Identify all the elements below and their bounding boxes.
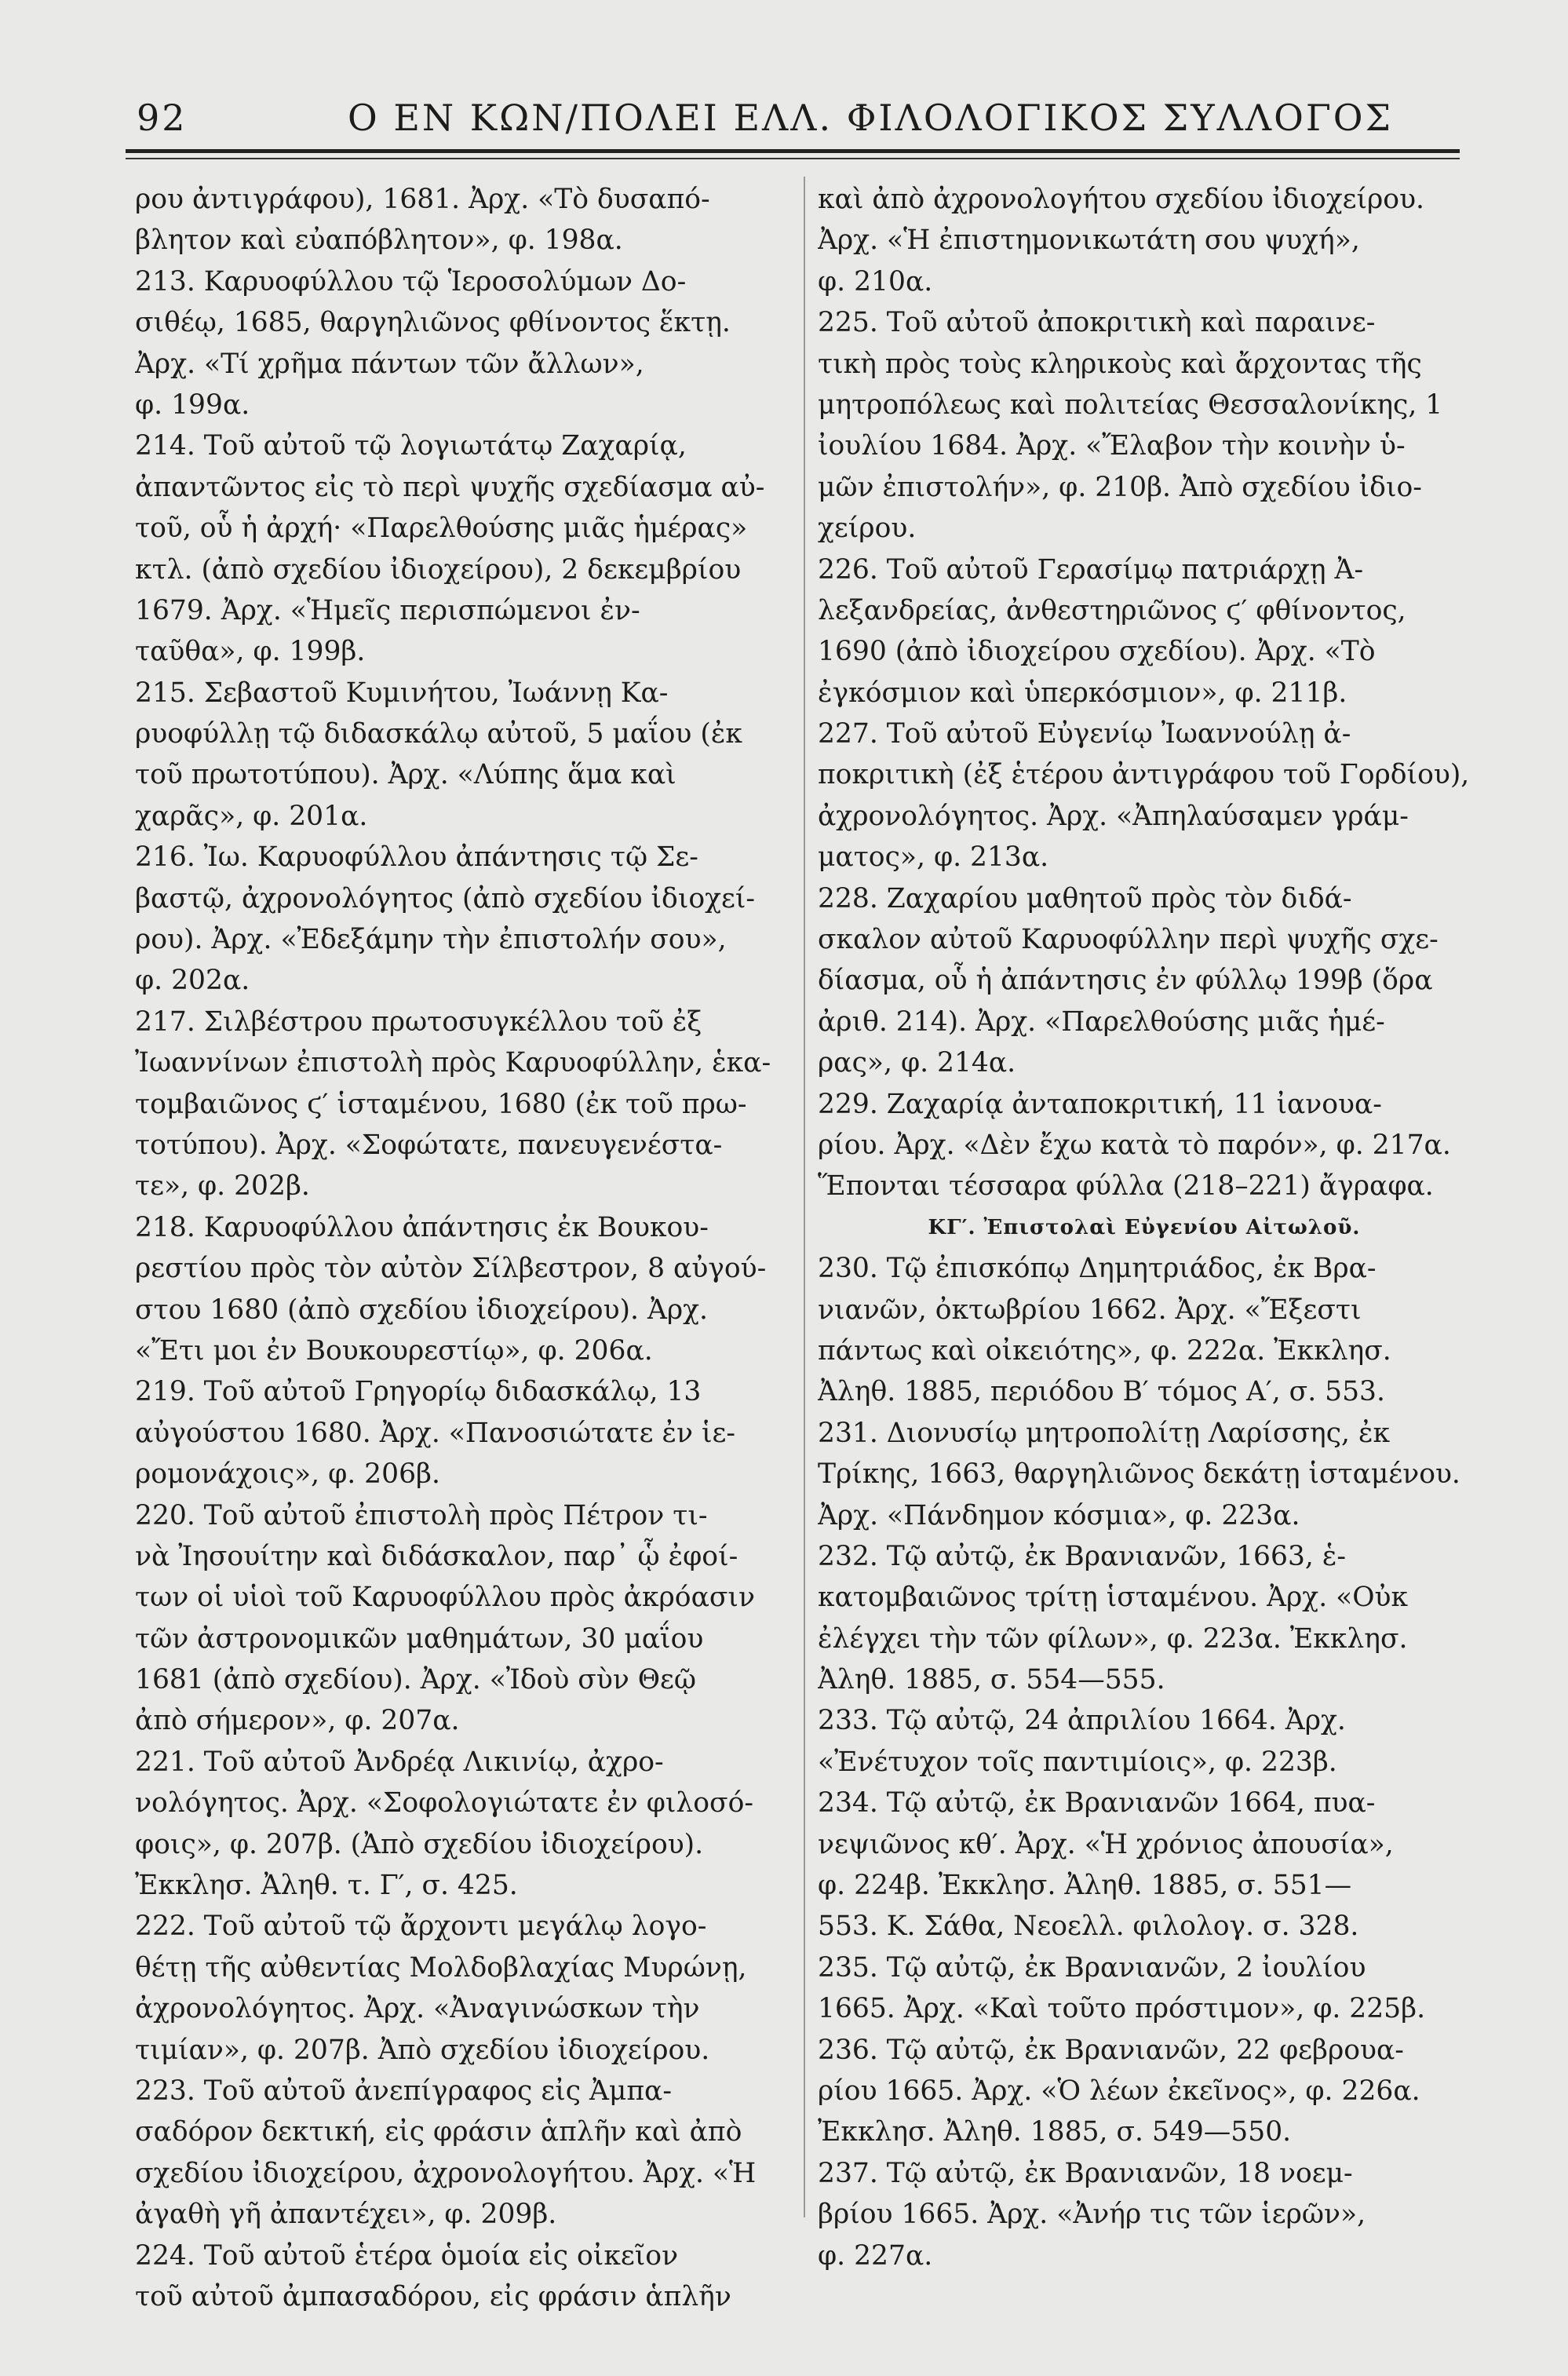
text-line: Ἰωαννίνων ἐπιστολὴ πρὸς Καρυοφύλλην, ἑκα-	[135, 1047, 771, 1079]
section-heading: ΚΓ′. Ἐπιστολαὶ Εὐγενίου Αἰτωλοῦ.	[928, 1215, 1361, 1239]
text-line: τομβαιῶνος ϛ′ ἱσταμένου, 1680 (ἐκ τοῦ πρω-	[135, 1088, 747, 1120]
text-line: ποκριτικὴ (ἐξ ἑτέρου ἀντιγράφου τοῦ Γορδίου),	[818, 759, 1470, 791]
text-line: Ἐκκλησ. Ἀληθ. τ. Γ′, σ. 425.	[135, 1870, 518, 1902]
text-line: τοῦ πρωτοτύπου). Ἀρχ. «Λύπης ἅμα καὶ	[135, 759, 676, 791]
text-line: ρου ἀντιγράφου), 1681. Ἀρχ. «Τὸ δυσαπό-	[135, 184, 710, 215]
text-line: ἀχρονολόγητος. Ἀρχ. «Ἀπηλαύσαμεν γράμ-	[818, 800, 1409, 832]
text-line: ρυοφύλλῃ τῷ διδασκάλῳ αὐτοῦ, 5 μαΐου (ἐκ	[135, 718, 742, 750]
text-line: νολόγητος. Ἀρχ. «Σοφολογιώτατε ἐν φιλοσό-	[135, 1787, 753, 1819]
text-line: τοτύπου). Ἀρχ. «Σοφώτατε, πανευγενέστα-	[135, 1129, 723, 1161]
text-line: 219. Τοῦ αὐτοῦ Γρηγορίῳ διδασκάλῳ, 13	[135, 1376, 702, 1408]
text-line: 215. Σεβαστοῦ Κυμινήτου, Ἰωάννῃ Κα-	[135, 677, 669, 709]
text-line: Τρίκης, 1663, θαργηλιῶνος δεκάτῃ ἱσταμένου.	[818, 1458, 1460, 1491]
text-line: 223. Τοῦ αὐτοῦ ἀνεπίγραφος εἰς Ἀμπα-	[135, 2075, 672, 2107]
text-line: τιμίαν», φ. 207β. Ἀπὸ σχεδίου ἰδιοχείρου.	[135, 2034, 710, 2066]
text-line: 226. Τοῦ αὐτοῦ Γερασίμῳ πατριάρχῃ Ἀ-	[818, 553, 1364, 586]
text-line: ματος», φ. 213α.	[818, 841, 1049, 874]
text-line: Ἕπονται τέσσαρα φύλλα (218–221) ἄγραφα.	[818, 1170, 1434, 1203]
text-line: των οἱ υἱοὶ τοῦ Καρυοφύλλου πρὸς ἀκρόασιν	[135, 1582, 755, 1614]
text-line: ἀγαθὴ γῆ ἀπαντέχει», φ. 209β.	[135, 2199, 557, 2231]
text-line: ρίου. Ἀρχ. «Δὲν ἔχω κατὰ τὸ παρόν», φ. 217α.	[818, 1129, 1451, 1161]
text-line: βλητον καὶ εὐαπόβλητον», φ. 198α.	[135, 224, 623, 257]
text-line: 1665. Ἀρχ. «Καὶ τοῦτο πρόστιμον», φ. 225β.	[818, 1993, 1426, 2025]
text-line: 232. Τῷ αὐτῷ, ἐκ Βρανιανῶν, 1663, ἑ-	[818, 1540, 1347, 1572]
text-line: νὰ Ἰησουίτην καὶ διδάσκαλον, παρ᾽ ᾧ ἐφοί-	[135, 1540, 738, 1572]
text-line: τικὴ πρὸς τοὺς κληρικοὺς καὶ ἄρχοντας τῆς	[818, 348, 1422, 380]
text-line: 229. Ζαχαρίᾳ ἀνταποκριτική, 11 ἰανουα-	[818, 1088, 1382, 1120]
text-line: ρομονάχοις», φ. 206β.	[135, 1458, 440, 1491]
text-line: νιανῶν, ὀκτωβρίου 1662. Ἀρχ. «Ἔξεστι	[818, 1294, 1362, 1326]
text-line: Ἀρχ. «Πάνδημον κόσμια», φ. 223α.	[818, 1499, 1300, 1531]
column-divider	[804, 177, 805, 2217]
text-line: 234. Τῷ αὐτῷ, ἐκ Βρανιανῶν 1664, πυα-	[818, 1787, 1376, 1819]
text-line: 233. Τῷ αὐτῷ, 24 ἀπριλίου 1664. Ἀρχ.	[818, 1705, 1346, 1737]
header-rule-thin	[126, 158, 1460, 159]
text-line: 553. Κ. Σάθα, Νεοελλ. φιλολογ. σ. 328.	[818, 1911, 1359, 1943]
text-line: ἀπὸ σήμερον», φ. 207α.	[135, 1705, 460, 1737]
text-line: λεξανδρείας, ἀνθεστηριῶνος ϛ′ φθίνοντος,	[818, 594, 1406, 626]
text-line: φ. 210α.	[818, 265, 933, 297]
running-head	[126, 82, 1460, 145]
text-line: δίασμα, οὗ ἡ ἀπάντησις ἐν φύλλῳ 199β (ὅρα	[818, 965, 1433, 997]
text-line: στου 1680 (ἀπὸ σχεδίου ἰδιοχείρου). Ἀρχ.	[135, 1294, 709, 1326]
text-line: ρας», φ. 214α.	[818, 1047, 1016, 1079]
text-line: φ. 199α.	[135, 389, 250, 421]
text-line: πάντως καὶ οἰκειότης», φ. 222α. Ἐκκλησ.	[818, 1334, 1391, 1367]
text-line: 216. Ἰω. Καρυοφύλλου ἀπάντησις τῷ Σε-	[135, 841, 698, 874]
text-line: μῶν ἐπιστολήν», φ. 210β. Ἀπὸ σχεδίου ἰδιο-	[818, 471, 1422, 503]
text-line: φ. 224β. Ἐκκλησ. Ἀληθ. 1885, σ. 551—	[818, 1870, 1352, 1902]
text-line: τε», φ. 202β.	[135, 1170, 310, 1203]
left-column	[135, 179, 788, 2317]
text-line: 1681 (ἀπὸ σχεδίου). Ἀρχ. «Ἰδοὺ σὺν Θεῷ	[135, 1664, 697, 1696]
text-line: φ. 202α.	[135, 965, 250, 997]
text-line: 222. Τοῦ αὐτοῦ τῷ ἄρχοντι μεγάλῳ λογο-	[135, 1911, 707, 1943]
text-line: «Ἔτι μοι ἐν Βουκουρεστίῳ», φ. 206α.	[135, 1334, 653, 1367]
text-line: σαδόρον δεκτική, εἰς φράσιν ἁπλῆν καὶ ἀπὸ	[135, 2116, 742, 2148]
text-line: 228. Ζαχαρίου μαθητοῦ πρὸς τὸν διδά-	[818, 882, 1352, 914]
text-line: φ. 227α.	[818, 2239, 933, 2272]
text-line: ρίου 1665. Ἀρχ. «Ὁ λέων ἐκεῖνος», φ. 226α.	[818, 2075, 1420, 2107]
text-line: Ἀληθ. 1885, σ. 554—555.	[818, 1664, 1165, 1696]
text-line: σχεδίου ἰδιοχείρου, ἀχρονολογήτου. Ἀρχ. «Ἡ	[135, 2157, 757, 2189]
text-line: βρίου 1665. Ἀρχ. «Ἀνήρ τις τῶν ἱερῶν»,	[818, 2199, 1366, 2231]
text-line: 236. Τῷ αὐτῷ, ἐκ Βρανιανῶν, 22 φεβρουα-	[818, 2034, 1404, 2066]
text-line: σιθέῳ, 1685, θαργηλιῶνος φθίνοντος ἕκτῃ.	[135, 307, 731, 339]
text-line: τοῦ, οὗ ἡ ἀρχή· «Παρελθούσης μιᾶς ἡμέρας»	[135, 513, 748, 545]
text-line: αὐγούστου 1680. Ἀρχ. «Πανοσιώτατε ἐν ἱε-	[135, 1417, 736, 1449]
text-line: 214. Τοῦ αὐτοῦ τῷ λογιωτάτῳ Ζαχαρίᾳ,	[135, 430, 687, 462]
text-line: βαστῷ, ἀχρονολόγητος (ἀπὸ σχεδίου ἰδιοχεί-	[135, 882, 756, 914]
text-line: ἰουλίου 1684. Ἀρχ. «Ἔλαβον τὴν κοινὴν ὑ-	[818, 430, 1406, 462]
text-line: νεψιῶνος κθ′. Ἀρχ. «Ἡ χρόνιος ἀπουσία»,	[818, 1828, 1394, 1860]
text-line: 237. Τῷ αὐτῷ, ἐκ Βρανιανῶν, 18 νοεμ-	[818, 2157, 1353, 2189]
text-line: Ἀρχ. «Τί χρῆμα πάντων τῶν ἄλλων»,	[135, 348, 644, 380]
text-line: ἀριθ. 214). Ἀρχ. «Παρελθούσης μιᾶς ἡμέ-	[818, 1006, 1385, 1038]
text-line: φοις», φ. 207β. (Ἀπὸ σχεδίου ἰδιοχείρου).	[135, 1828, 704, 1860]
text-line: 231. Διονυσίῳ μητροπολίτῃ Λαρίσσης, ἐκ	[818, 1417, 1391, 1449]
text-line: σκαλον αὐτοῦ Καρυοφύλλην περὶ ψυχῆς σχε-	[818, 924, 1439, 956]
text-line: μητροπόλεως καὶ πολιτείας Θεσσαλονίκης, 1	[818, 389, 1443, 421]
text-line: καὶ ἀπὸ ἀχρονολογήτου σχεδίου ἰδιοχείρου.	[818, 184, 1425, 215]
text-line: κτλ. (ἀπὸ σχεδίου ἰδιοχείρου), 2 δεκεμβρίου	[135, 553, 742, 586]
text-line: 227. Τοῦ αὐτοῦ Εὐγενίῳ Ἰωαννούλῃ ἀ-	[818, 718, 1351, 750]
text-line: 230. Τῷ ἐπισκόπῳ Δημητριάδος, ἐκ Βρα-	[818, 1253, 1377, 1285]
text-line: ἀχρονολόγητος. Ἀρχ. «Ἀναγινώσκων τὴν	[135, 1993, 700, 2025]
text-line: 1690 (ἀπὸ ἰδιοχείρου σχεδίου). Ἀρχ. «Τὸ	[818, 636, 1376, 668]
right-column	[818, 179, 1471, 2276]
text-line: 213. Καρυοφύλλου τῷ Ἱεροσολύμων Δο-	[135, 265, 687, 297]
text-line: Ἀληθ. 1885, περιόδου Β′ τόμος Α′, σ. 553.	[818, 1376, 1385, 1408]
text-line: «Ἐνέτυχον τοῖς παντιμίοις», φ. 223β.	[818, 1746, 1337, 1778]
text-line: χείρου.	[818, 513, 917, 545]
text-line: θέτῃ τῆς αὐθεντίας Μολδοβλαχίας Μυρώνῃ,	[135, 1951, 747, 1984]
text-line: τοῦ αὐτοῦ ἀμπασαδόρου, εἰς φράσιν ἁπλῆν	[135, 2280, 731, 2312]
text-line: 221. Τοῦ αὐτοῦ Ἀνδρέᾳ Λικινίῳ, ἀχρο-	[135, 1746, 664, 1778]
text-line: Ἐκκλησ. Ἀληθ. 1885, σ. 549—550.	[818, 2116, 1292, 2148]
header-rule-thick	[126, 149, 1460, 153]
text-line: 225. Τοῦ αὐτοῦ ἀποκριτικὴ καὶ παραινε-	[818, 307, 1376, 339]
text-line: ἐγκόσμιον καὶ ὑπερκόσμιον», φ. 211β.	[818, 677, 1347, 709]
text-line: 224. Τοῦ αὐτοῦ ἑτέρα ὁμοία εἰς οἰκεῖον	[135, 2239, 679, 2272]
text-line: 220. Τοῦ αὐτοῦ ἐπιστολὴ πρὸς Πέτρον τι-	[135, 1499, 708, 1531]
text-line: ρου). Ἀρχ. «Ἐδεξάμην τὴν ἐπιστολήν σου»,	[135, 924, 727, 956]
text-line: ἐλέγχει τὴν τῶν φίλων», φ. 223α. Ἐκκλησ.	[818, 1622, 1408, 1655]
text-line: κατομβαιῶνος τρίτῃ ἱσταμένου. Ἀρχ. «Οὐκ	[818, 1582, 1409, 1614]
running-title: Ο ΕΝ ΚΩΝ/ΠΟΛΕΙ ΕΛΛ. ΦΙΛΟΛΟΓΙΚΟΣ ΣΥΛΛΟΓΟΣ	[348, 97, 1393, 139]
text-line: ἀπαντῶντος εἰς τὸ περὶ ψυχῆς σχεδίασμα αὐ-	[135, 471, 765, 503]
text-line: χαρᾶς», φ. 201α.	[135, 800, 368, 832]
text-line: Ἀρχ. «Ἡ ἐπιστημονικωτάτη σου ψυχή»,	[818, 224, 1360, 257]
text-line: 235. Τῷ αὐτῷ, ἐκ Βρανιανῶν, 2 ἰουλίου	[818, 1951, 1366, 1984]
text-line: ρεστίου πρὸς τὸν αὐτὸν Σίλβεστρον, 8 αὐγού-	[135, 1253, 767, 1285]
text-line: ταῦθα», φ. 199β.	[135, 636, 366, 668]
text-line: τῶν ἀστρονομικῶν μαθημάτων, 30 μαΐου	[135, 1622, 704, 1655]
text-line: 1679. Ἀρχ. «Ἡμεῖς περισπώμενοι ἐν-	[135, 594, 640, 626]
page-number: 92	[137, 97, 188, 139]
text-line: 218. Καρυοφύλλου ἀπάντησις ἐκ Βουκου-	[135, 1211, 709, 1243]
text-line: 217. Σιλβέστρου πρωτοσυγκέλλου τοῦ ἐξ	[135, 1006, 702, 1038]
